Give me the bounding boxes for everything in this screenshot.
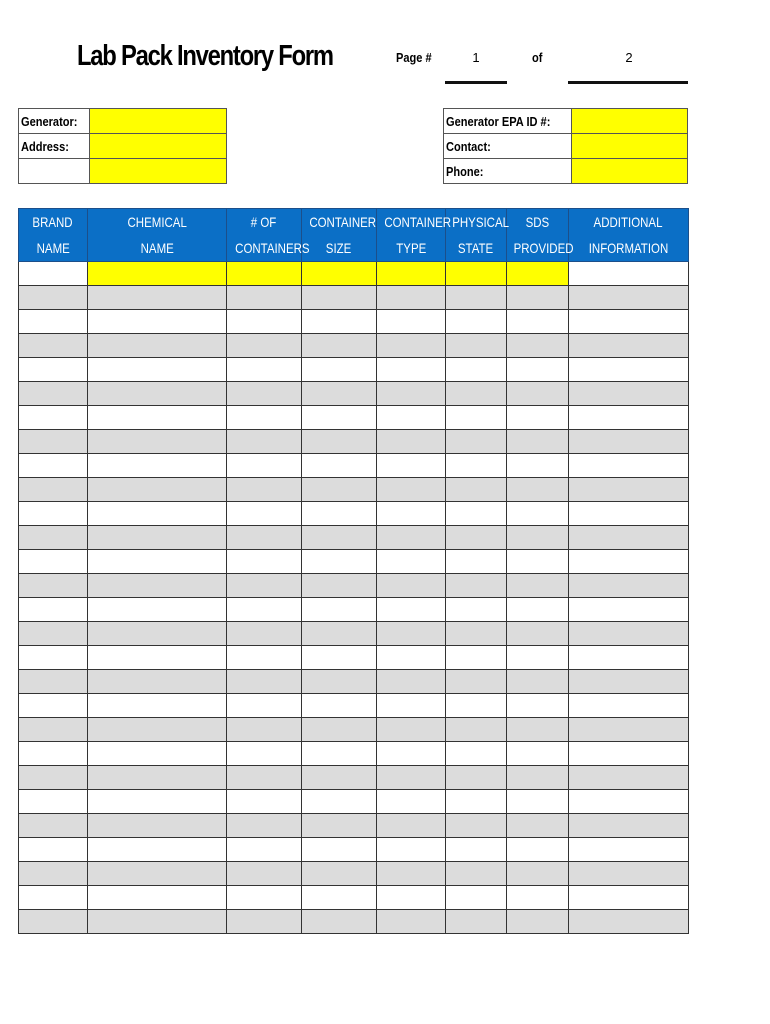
cell-container-type[interactable] — [377, 550, 446, 574]
cell-chemical-name[interactable] — [88, 814, 227, 838]
table-row — [19, 526, 689, 550]
cell-additional-information[interactable] — [569, 646, 689, 670]
cell-chemical-name[interactable] — [88, 310, 227, 334]
cell-sds-provided[interactable] — [507, 910, 569, 934]
cell-additional-information[interactable] — [569, 502, 689, 526]
cell-brand-name[interactable] — [19, 550, 88, 574]
cell-physical-state[interactable] — [446, 310, 507, 334]
cell-num-containers[interactable] — [227, 910, 302, 934]
cell-container-size[interactable] — [302, 262, 377, 286]
cell-container-type[interactable] — [377, 598, 446, 622]
cell-chemical-name[interactable] — [88, 430, 227, 454]
cell-container-size[interactable] — [302, 334, 377, 358]
cell-sds-provided[interactable] — [507, 310, 569, 334]
cell-chemical-name[interactable] — [88, 526, 227, 550]
table-row — [19, 310, 689, 334]
cell-num-containers[interactable] — [227, 478, 302, 502]
cell-container-size[interactable] — [302, 694, 377, 718]
cell-container-type[interactable] — [377, 334, 446, 358]
cell-sds-provided[interactable] — [507, 430, 569, 454]
cell-additional-information[interactable] — [569, 598, 689, 622]
total-pages-underline — [568, 81, 688, 84]
cell-container-type[interactable] — [377, 718, 446, 742]
cell-additional-information[interactable] — [569, 478, 689, 502]
cell-sds-provided[interactable] — [507, 838, 569, 862]
cell-sds-provided[interactable] — [507, 790, 569, 814]
cell-num-containers[interactable] — [227, 502, 302, 526]
cell-container-size[interactable] — [302, 406, 377, 430]
table-row — [19, 718, 689, 742]
cell-container-size[interactable] — [302, 478, 377, 502]
cell-container-type[interactable] — [377, 262, 446, 286]
phone-label: Phone: — [444, 159, 572, 184]
cell-container-size[interactable] — [302, 358, 377, 382]
cell-brand-name[interactable] — [19, 742, 88, 766]
cell-physical-state[interactable] — [446, 718, 507, 742]
cell-physical-state[interactable] — [446, 262, 507, 286]
table-row — [19, 502, 689, 526]
cell-sds-provided[interactable] — [507, 694, 569, 718]
cell-sds-provided[interactable] — [507, 886, 569, 910]
cell-chemical-name[interactable] — [88, 622, 227, 646]
cell-num-containers[interactable] — [227, 454, 302, 478]
cell-additional-information[interactable] — [569, 862, 689, 886]
cell-num-containers[interactable] — [227, 262, 302, 286]
cell-physical-state[interactable] — [446, 790, 507, 814]
cell-sds-provided[interactable] — [507, 406, 569, 430]
cell-container-type[interactable] — [377, 670, 446, 694]
cell-container-size[interactable] — [302, 454, 377, 478]
cell-additional-information[interactable] — [569, 718, 689, 742]
cell-additional-information[interactable] — [569, 334, 689, 358]
cell-sds-provided[interactable] — [507, 646, 569, 670]
cell-brand-name[interactable] — [19, 310, 88, 334]
cell-container-size[interactable] — [302, 910, 377, 934]
cell-num-containers[interactable] — [227, 598, 302, 622]
cell-container-type[interactable] — [377, 742, 446, 766]
cell-additional-information[interactable] — [569, 310, 689, 334]
table-row — [19, 910, 689, 934]
address-extra-cell[interactable] — [19, 159, 90, 184]
table-row — [19, 598, 689, 622]
generator-address-block — [18, 108, 227, 184]
cell-chemical-name[interactable] — [88, 502, 227, 526]
cell-chemical-name[interactable] — [88, 646, 227, 670]
column-header-num-containers: # OF CONTAINERS — [227, 209, 302, 262]
cell-container-type[interactable] — [377, 358, 446, 382]
cell-chemical-name[interactable] — [88, 334, 227, 358]
cell-chemical-name[interactable] — [88, 742, 227, 766]
cell-container-type[interactable] — [377, 694, 446, 718]
cell-num-containers[interactable] — [227, 382, 302, 406]
cell-sds-provided[interactable] — [507, 550, 569, 574]
cell-brand-name[interactable] — [19, 478, 88, 502]
page-label: Page # — [396, 50, 432, 65]
table-row — [19, 382, 689, 406]
cell-physical-state[interactable] — [446, 574, 507, 598]
cell-brand-name[interactable] — [19, 430, 88, 454]
cell-num-containers[interactable] — [227, 526, 302, 550]
cell-container-size[interactable] — [302, 718, 377, 742]
phone-field[interactable] — [571, 159, 687, 184]
cell-container-type[interactable] — [377, 502, 446, 526]
cell-chemical-name[interactable] — [88, 838, 227, 862]
total-pages[interactable]: 2 — [625, 50, 633, 65]
cell-num-containers[interactable] — [227, 790, 302, 814]
cell-container-type[interactable] — [377, 622, 446, 646]
cell-chemical-name[interactable] — [88, 598, 227, 622]
cell-physical-state[interactable] — [446, 502, 507, 526]
cell-container-type[interactable] — [377, 478, 446, 502]
cell-additional-information[interactable] — [569, 838, 689, 862]
address-label: Address: — [19, 134, 90, 159]
inventory-table-body — [19, 262, 689, 934]
table-row — [19, 550, 689, 574]
cell-physical-state[interactable] — [446, 742, 507, 766]
column-header-brand-name: BRAND NAME — [19, 209, 88, 262]
cell-additional-information[interactable] — [569, 910, 689, 934]
cell-physical-state[interactable] — [446, 550, 507, 574]
cell-sds-provided[interactable] — [507, 478, 569, 502]
cell-container-type[interactable] — [377, 526, 446, 550]
cell-chemical-name[interactable] — [88, 478, 227, 502]
cell-chemical-name[interactable] — [88, 382, 227, 406]
cell-physical-state[interactable] — [446, 598, 507, 622]
cell-container-size[interactable] — [302, 598, 377, 622]
cell-physical-state[interactable] — [446, 814, 507, 838]
cell-container-size[interactable] — [302, 742, 377, 766]
cell-container-size[interactable] — [302, 502, 377, 526]
cell-sds-provided[interactable] — [507, 622, 569, 646]
cell-num-containers[interactable] — [227, 574, 302, 598]
cell-chemical-name[interactable] — [88, 406, 227, 430]
cell-num-containers[interactable] — [227, 838, 302, 862]
cell-additional-information[interactable] — [569, 742, 689, 766]
cell-sds-provided[interactable] — [507, 766, 569, 790]
cell-container-type[interactable] — [377, 286, 446, 310]
table-row — [19, 430, 689, 454]
cell-sds-provided[interactable] — [507, 454, 569, 478]
cell-brand-name[interactable] — [19, 334, 88, 358]
cell-additional-information[interactable] — [569, 430, 689, 454]
cell-physical-state[interactable] — [446, 622, 507, 646]
cell-container-type[interactable] — [377, 790, 446, 814]
column-header-physical-state: PHYSICAL STATE — [446, 209, 507, 262]
cell-additional-information[interactable] — [569, 694, 689, 718]
table-row — [19, 622, 689, 646]
cell-sds-provided[interactable] — [507, 382, 569, 406]
cell-chemical-name[interactable] — [88, 718, 227, 742]
cell-num-containers[interactable] — [227, 670, 302, 694]
cell-additional-information[interactable] — [569, 382, 689, 406]
cell-container-type[interactable] — [377, 910, 446, 934]
cell-physical-state[interactable] — [446, 862, 507, 886]
cell-physical-state[interactable] — [446, 766, 507, 790]
cell-container-size[interactable] — [302, 382, 377, 406]
cell-brand-name[interactable] — [19, 358, 88, 382]
cell-chemical-name[interactable] — [88, 574, 227, 598]
cell-additional-information[interactable] — [569, 262, 689, 286]
table-row — [19, 838, 689, 862]
table-row — [19, 742, 689, 766]
cell-additional-information[interactable] — [569, 766, 689, 790]
table-row — [19, 646, 689, 670]
table-row — [19, 286, 689, 310]
cell-container-size[interactable] — [302, 574, 377, 598]
cell-brand-name[interactable] — [19, 910, 88, 934]
form-title: Lab Pack Inventory Form — [77, 40, 333, 72]
cell-additional-information[interactable] — [569, 286, 689, 310]
cell-chemical-name[interactable] — [88, 286, 227, 310]
cell-additional-information[interactable] — [569, 358, 689, 382]
cell-physical-state[interactable] — [446, 646, 507, 670]
cell-container-size[interactable] — [302, 430, 377, 454]
cell-sds-provided[interactable] — [507, 742, 569, 766]
table-row — [19, 790, 689, 814]
cell-container-size[interactable] — [302, 622, 377, 646]
cell-sds-provided[interactable] — [507, 862, 569, 886]
table-row — [19, 670, 689, 694]
cell-num-containers[interactable] — [227, 286, 302, 310]
cell-sds-provided[interactable] — [507, 286, 569, 310]
cell-sds-provided[interactable] — [507, 718, 569, 742]
cell-num-containers[interactable] — [227, 430, 302, 454]
cell-chemical-name[interactable] — [88, 694, 227, 718]
generator-label: Generator: — [19, 109, 90, 134]
cell-sds-provided[interactable] — [507, 814, 569, 838]
epa-id-field[interactable] — [571, 109, 687, 134]
cell-sds-provided[interactable] — [507, 262, 569, 286]
epa-contact-block — [443, 108, 688, 184]
table-row — [19, 358, 689, 382]
cell-num-containers[interactable] — [227, 622, 302, 646]
of-label: of — [532, 50, 543, 65]
cell-brand-name[interactable] — [19, 790, 88, 814]
cell-brand-name[interactable] — [19, 838, 88, 862]
cell-container-size[interactable] — [302, 310, 377, 334]
cell-container-type[interactable] — [377, 886, 446, 910]
cell-container-size[interactable] — [302, 670, 377, 694]
cell-brand-name[interactable] — [19, 454, 88, 478]
cell-container-size[interactable] — [302, 886, 377, 910]
cell-chemical-name[interactable] — [88, 262, 227, 286]
cell-container-type[interactable] — [377, 814, 446, 838]
cell-chemical-name[interactable] — [88, 670, 227, 694]
cell-brand-name[interactable] — [19, 814, 88, 838]
cell-chemical-name[interactable] — [88, 550, 227, 574]
cell-container-type[interactable] — [377, 310, 446, 334]
cell-chemical-name[interactable] — [88, 358, 227, 382]
cell-brand-name[interactable] — [19, 262, 88, 286]
cell-physical-state[interactable] — [446, 694, 507, 718]
cell-additional-information[interactable] — [569, 814, 689, 838]
cell-container-size[interactable] — [302, 790, 377, 814]
table-row — [19, 334, 689, 358]
cell-container-type[interactable] — [377, 406, 446, 430]
contact-label: Contact: — [444, 134, 572, 159]
cell-sds-provided[interactable] — [507, 502, 569, 526]
cell-num-containers[interactable] — [227, 550, 302, 574]
table-row — [19, 406, 689, 430]
cell-physical-state[interactable] — [446, 430, 507, 454]
table-row — [19, 766, 689, 790]
table-row — [19, 262, 689, 286]
address-line2-field[interactable] — [90, 159, 227, 184]
cell-num-containers[interactable] — [227, 406, 302, 430]
cell-sds-provided[interactable] — [507, 598, 569, 622]
column-header-container-type: CONTAINER TYPE — [377, 209, 446, 262]
cell-brand-name[interactable] — [19, 694, 88, 718]
table-row — [19, 862, 689, 886]
cell-sds-provided[interactable] — [507, 358, 569, 382]
table-row — [19, 478, 689, 502]
epa-id-label: Generator EPA ID #: — [444, 109, 572, 134]
cell-container-type[interactable] — [377, 838, 446, 862]
table-row — [19, 886, 689, 910]
cell-container-type[interactable] — [377, 574, 446, 598]
cell-brand-name[interactable] — [19, 406, 88, 430]
column-header-sds-provided: SDS PROVIDED — [507, 209, 569, 262]
table-row — [19, 454, 689, 478]
inventory-table — [18, 208, 689, 934]
cell-brand-name[interactable] — [19, 598, 88, 622]
cell-brand-name[interactable] — [19, 382, 88, 406]
cell-brand-name[interactable] — [19, 574, 88, 598]
cell-container-type[interactable] — [377, 382, 446, 406]
cell-num-containers[interactable] — [227, 718, 302, 742]
cell-container-size[interactable] — [302, 646, 377, 670]
cell-num-containers[interactable] — [227, 334, 302, 358]
cell-chemical-name[interactable] — [88, 886, 227, 910]
contact-field[interactable] — [571, 134, 687, 159]
cell-physical-state[interactable] — [446, 838, 507, 862]
cell-additional-information[interactable] — [569, 622, 689, 646]
cell-additional-information[interactable] — [569, 574, 689, 598]
cell-physical-state[interactable] — [446, 454, 507, 478]
generator-field[interactable] — [90, 109, 227, 134]
cell-chemical-name[interactable] — [88, 766, 227, 790]
address-field[interactable] — [90, 134, 227, 159]
cell-physical-state[interactable] — [446, 910, 507, 934]
table-row — [19, 814, 689, 838]
cell-num-containers[interactable] — [227, 646, 302, 670]
cell-chemical-name[interactable] — [88, 454, 227, 478]
cell-container-size[interactable] — [302, 550, 377, 574]
cell-sds-provided[interactable] — [507, 574, 569, 598]
cell-container-size[interactable] — [302, 862, 377, 886]
cell-container-size[interactable] — [302, 814, 377, 838]
cell-container-type[interactable] — [377, 766, 446, 790]
cell-brand-name[interactable] — [19, 286, 88, 310]
cell-physical-state[interactable] — [446, 526, 507, 550]
column-header-additional-information: ADDITIONAL INFORMATION — [569, 209, 689, 262]
table-row — [19, 694, 689, 718]
cell-brand-name[interactable] — [19, 670, 88, 694]
cell-physical-state[interactable] — [446, 358, 507, 382]
cell-physical-state[interactable] — [446, 286, 507, 310]
cell-num-containers[interactable] — [227, 862, 302, 886]
cell-num-containers[interactable] — [227, 814, 302, 838]
cell-num-containers[interactable] — [227, 310, 302, 334]
cell-num-containers[interactable] — [227, 358, 302, 382]
cell-num-containers[interactable] — [227, 766, 302, 790]
cell-container-type[interactable] — [377, 862, 446, 886]
cell-additional-information[interactable] — [569, 670, 689, 694]
cell-brand-name[interactable] — [19, 502, 88, 526]
cell-additional-information[interactable] — [569, 406, 689, 430]
cell-container-type[interactable] — [377, 646, 446, 670]
cell-container-size[interactable] — [302, 526, 377, 550]
cell-container-size[interactable] — [302, 286, 377, 310]
cell-brand-name[interactable] — [19, 862, 88, 886]
cell-container-type[interactable] — [377, 430, 446, 454]
table-header-row — [19, 209, 689, 262]
cell-brand-name[interactable] — [19, 718, 88, 742]
cell-physical-state[interactable] — [446, 670, 507, 694]
cell-container-size[interactable] — [302, 838, 377, 862]
cell-brand-name[interactable] — [19, 766, 88, 790]
cell-physical-state[interactable] — [446, 406, 507, 430]
cell-physical-state[interactable] — [446, 382, 507, 406]
cell-physical-state[interactable] — [446, 478, 507, 502]
cell-chemical-name[interactable] — [88, 790, 227, 814]
cell-brand-name[interactable] — [19, 646, 88, 670]
table-row — [19, 574, 689, 598]
column-header-chemical-name: CHEMICAL NAME — [88, 209, 227, 262]
cell-sds-provided[interactable] — [507, 526, 569, 550]
cell-brand-name[interactable] — [19, 886, 88, 910]
page-number[interactable]: 1 — [472, 50, 480, 65]
cell-additional-information[interactable] — [569, 790, 689, 814]
cell-physical-state[interactable] — [446, 886, 507, 910]
cell-brand-name[interactable] — [19, 622, 88, 646]
cell-chemical-name[interactable] — [88, 910, 227, 934]
cell-additional-information[interactable] — [569, 454, 689, 478]
cell-container-size[interactable] — [302, 766, 377, 790]
cell-additional-information[interactable] — [569, 886, 689, 910]
column-header-container-size: CONTAINER SIZE — [302, 209, 377, 262]
cell-brand-name[interactable] — [19, 526, 88, 550]
cell-container-type[interactable] — [377, 454, 446, 478]
cell-num-containers[interactable] — [227, 742, 302, 766]
cell-chemical-name[interactable] — [88, 862, 227, 886]
cell-sds-provided[interactable] — [507, 334, 569, 358]
cell-num-containers[interactable] — [227, 886, 302, 910]
cell-additional-information[interactable] — [569, 550, 689, 574]
page-number-underline — [445, 81, 507, 84]
cell-additional-information[interactable] — [569, 526, 689, 550]
cell-sds-provided[interactable] — [507, 670, 569, 694]
cell-physical-state[interactable] — [446, 334, 507, 358]
cell-num-containers[interactable] — [227, 694, 302, 718]
